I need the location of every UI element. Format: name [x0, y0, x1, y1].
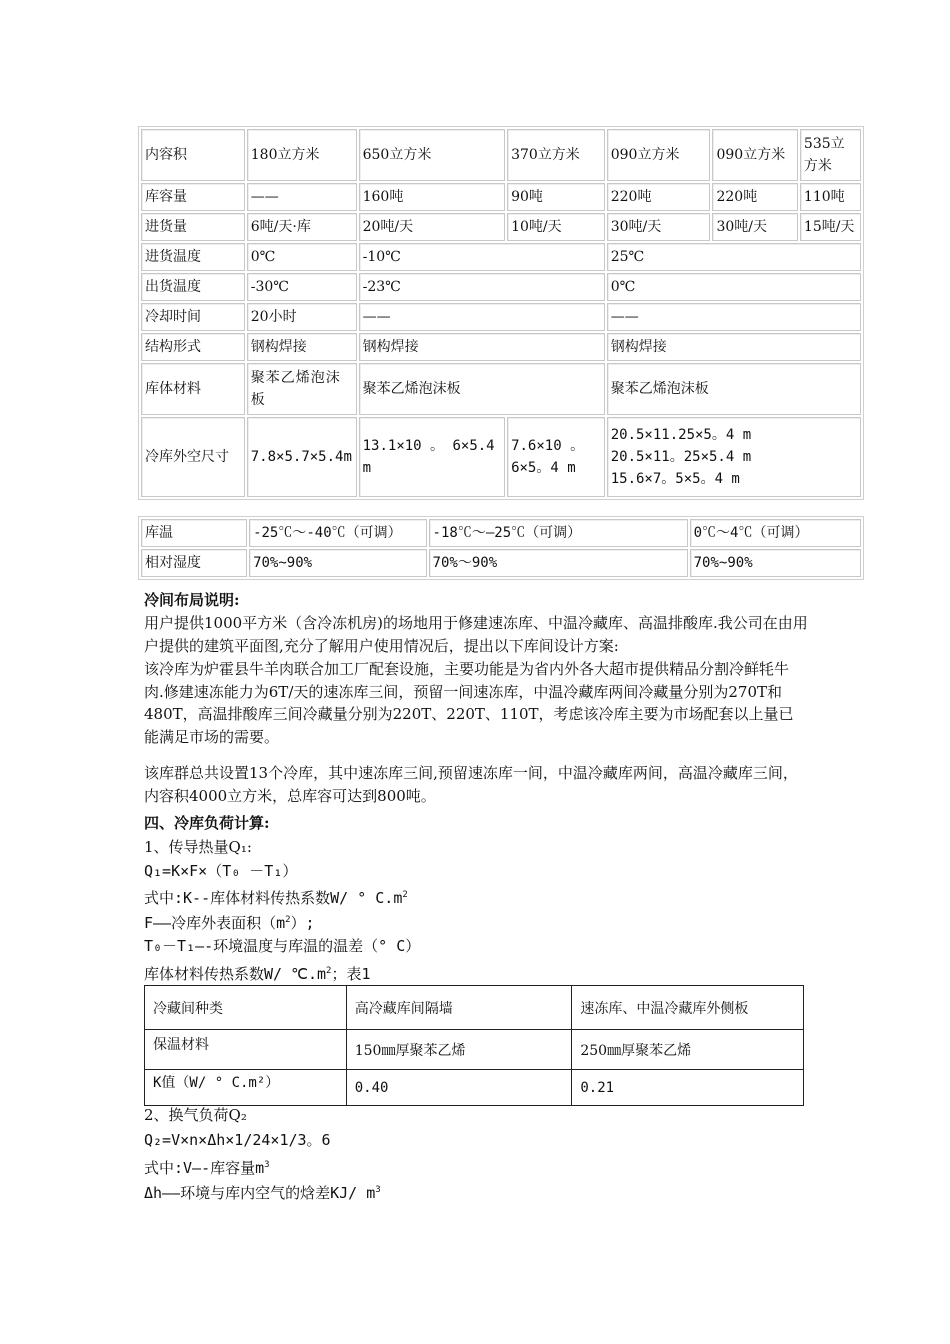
row-material: [141, 363, 861, 415]
text: ）;: [290, 914, 315, 932]
superscript: 2: [402, 890, 408, 900]
table-row: [145, 1070, 804, 1106]
cell: 进货温度: [141, 243, 245, 271]
cell: 0℃: [607, 273, 861, 301]
cell: 6吨/天·库: [247, 213, 357, 241]
layout-title: 冷间布局说明:: [144, 591, 240, 609]
formula: Q₁=K×F×（T₀ －T₁）: [144, 862, 298, 880]
table-row: [145, 1030, 804, 1070]
cell: [607, 417, 861, 497]
cell: 库体材料: [141, 363, 245, 415]
cell: 90吨: [507, 183, 605, 211]
cell: 0.40: [346, 1070, 572, 1106]
cell: 内容积: [141, 129, 245, 181]
paragraph: 用户提供1000平方米（含冷冻机房)的场地用于修建速冻库、中温冷藏库、高温排酸库.我公司在由用户提供的建筑平面图,充分了解用户使用情况后，提出以下库间设计方案:: [144, 614, 808, 655]
cell: 结构形式: [141, 333, 245, 361]
table-header-row: [145, 986, 804, 1030]
cell: -25℃～-40℃（可调）: [249, 519, 426, 547]
cell: 70%~90%: [690, 549, 861, 577]
row-cooling-time: [141, 303, 861, 331]
paragraph: 该库群总共设置13个冷库，其中速冻库三间,预留速冻库一间，中温冷藏库两间，高温冷藏库三间，内容积4000立方米，总库容可达到800吨。: [144, 764, 798, 805]
cell: 冷却时间: [141, 303, 245, 331]
cell: 220吨: [712, 183, 797, 211]
cell: 15吨/天: [800, 213, 861, 241]
row-volume: [141, 129, 861, 181]
cell: 0℃～4℃（可调）: [690, 519, 861, 547]
size-line: 15.6×7。5×5。4 m: [610, 471, 740, 487]
superscript: 2: [326, 966, 332, 976]
cell: 535立方米: [800, 129, 861, 181]
cell: 保温材料: [145, 1030, 347, 1070]
row-external-size: [141, 417, 861, 497]
cell: 250㎜厚聚苯乙烯: [572, 1030, 804, 1070]
cell: 进货量: [141, 213, 245, 241]
cell: 冷藏间种类: [145, 986, 347, 1030]
cell: 180立方米: [247, 129, 357, 181]
cell: 30吨/天: [712, 213, 797, 241]
text: 库体材料传热系数W/ ℃.m: [144, 965, 327, 983]
row-storage-temp: [141, 519, 861, 547]
formula: Q₂=V×n×Δh×1/24×1/3。6: [144, 1131, 331, 1149]
row-capacity: [141, 183, 861, 211]
cell: 150㎜厚聚苯乙烯: [346, 1030, 572, 1070]
cell: 7.6×10 。 6×5。4 m: [507, 417, 605, 497]
cell: 出货温度: [141, 273, 245, 301]
table-caption: [144, 960, 808, 986]
cell: 0℃: [247, 243, 357, 271]
cell: 速冻库、中温冷藏库外侧板: [572, 986, 804, 1030]
formula-note: [144, 884, 808, 910]
cell: -10℃: [359, 243, 605, 271]
cell: 70%~90%: [249, 549, 426, 577]
cell: 090立方米: [712, 129, 797, 181]
heat-transfer-table: [144, 985, 804, 1106]
cell: -18℃～—25℃（可调）: [429, 519, 688, 547]
cell: 30吨/天: [607, 213, 711, 241]
size-line: 20.5×11。25×5.4 m: [610, 449, 752, 465]
cell: 25℃: [607, 243, 861, 271]
cell: -30℃: [247, 273, 357, 301]
cell: 聚苯乙烯泡沫板: [359, 363, 605, 415]
cell: 70%～90%: [429, 549, 688, 577]
cell: 110吨: [800, 183, 861, 211]
row-humidity: [141, 549, 861, 577]
superscript: 3: [375, 1185, 381, 1195]
formula-note: [144, 1179, 808, 1205]
text: 式中:K--库体材料传热系数W/ ° C.m: [144, 889, 403, 907]
cell: 20小时: [247, 303, 357, 331]
cell: ——: [359, 303, 605, 331]
cell: 20吨/天: [359, 213, 505, 241]
list-item: 1、传导热量Q₁:: [144, 838, 252, 856]
cell: 0.21: [572, 1070, 804, 1106]
formula-note: T₀－T₁—-环境温度与库温的温差（° C）: [144, 937, 421, 955]
section-heading: 四、冷库负荷计算:: [144, 814, 270, 832]
cell: 聚苯乙烯泡沫板: [607, 363, 861, 415]
superscript: 2: [285, 915, 291, 925]
cell: 370立方米: [507, 129, 605, 181]
cell: ——: [247, 183, 357, 211]
cell: 库容量: [141, 183, 245, 211]
cell: 冷库外空尺寸: [141, 417, 245, 497]
paragraph: 该冷库为炉霍县牛羊肉联合加工厂配套设施，主要功能是为省内外各大超市提供精品分割冷鲜牦牛肉.修建速冻能力为6T/天的速冻库三间，预留一间速冻库，中温冷藏库两间冷藏量分别为270T和480T，高温排酸库三间冷藏量分别为220T、220T、110T，考虑该冷库主要为市场配套以上量已能满足市场的需要。: [144, 660, 794, 746]
cell: 7.8×5.7×5.4m: [247, 417, 357, 497]
temperature-humidity-table: [138, 516, 864, 580]
cell: 相对湿度: [141, 549, 247, 577]
cell: ——: [607, 303, 861, 331]
cell: 钢构焊接: [607, 333, 861, 361]
superscript: 3: [264, 1160, 270, 1170]
cell: 钢构焊接: [247, 333, 357, 361]
cell: 220吨: [607, 183, 711, 211]
row-outgoing-temp: [141, 273, 861, 301]
size-line: 20.5×11.25×5。4 m: [610, 427, 752, 443]
cell: 10吨/天: [507, 213, 605, 241]
cell: 库温: [141, 519, 247, 547]
formula-note: [144, 909, 808, 935]
cold-storage-spec-table: [138, 126, 864, 500]
row-intake: [141, 213, 861, 241]
cell: 160吨: [359, 183, 505, 211]
cell: 高冷藏库间隔墙: [346, 986, 572, 1030]
cell: K值（W/ ° C.m²）: [145, 1070, 347, 1106]
cell: 13.1×10 。 6×5.4m: [359, 417, 505, 497]
text: 式中:V—-库容量m: [144, 1159, 265, 1177]
cell: -23℃: [359, 273, 605, 301]
text: Δh——环境与库内空气的焓差KJ/ m: [144, 1184, 376, 1202]
list-item: 2、换气负荷Q₂: [144, 1106, 247, 1124]
cell: 090立方米: [607, 129, 711, 181]
row-structure: [141, 333, 861, 361]
text: F——冷库外表面积（m: [144, 914, 286, 932]
cell: 钢构焊接: [359, 333, 605, 361]
row-intake-temp: [141, 243, 861, 271]
cell: 聚苯乙烯泡沫板: [247, 363, 357, 415]
cell: 650立方米: [359, 129, 505, 181]
formula-note: [144, 1154, 808, 1180]
text: ；表1: [331, 965, 371, 983]
